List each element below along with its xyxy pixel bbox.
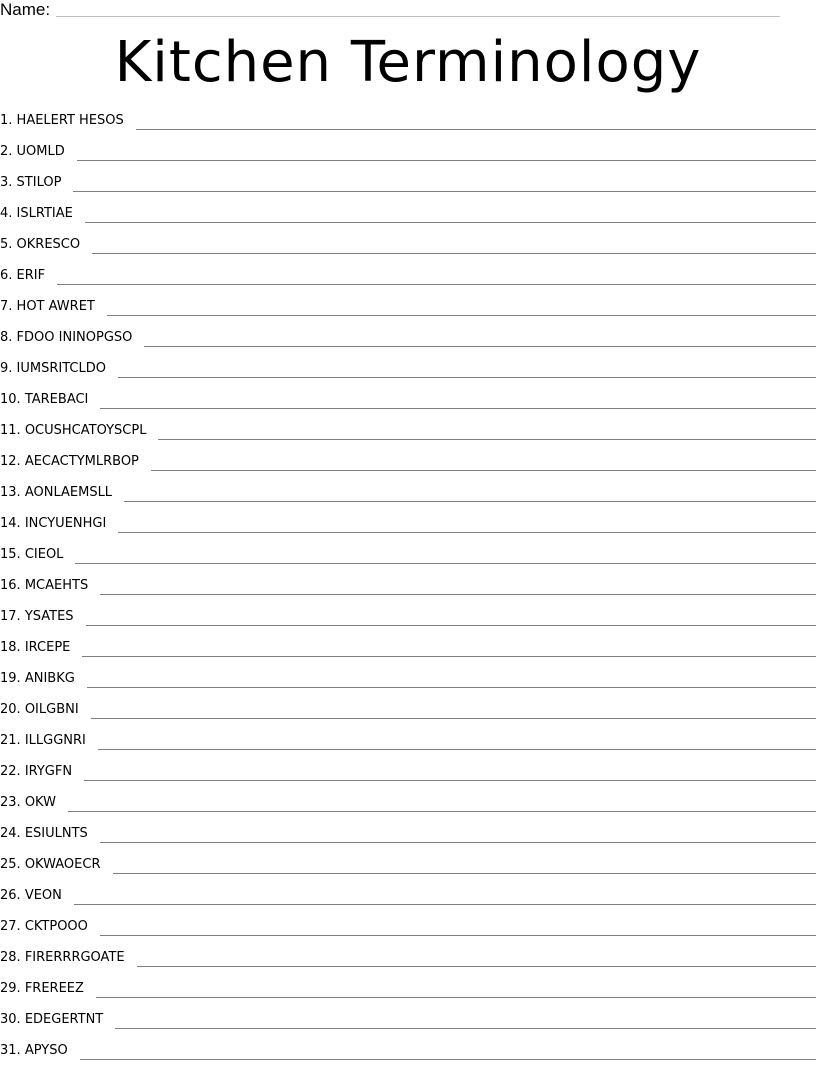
- item-word: FREREEZ: [25, 981, 84, 996]
- item-word: CIEOL: [25, 547, 64, 562]
- scrambled-word: [0, 172, 73, 194]
- name-label: Name:: [0, 0, 50, 20]
- list-item: [0, 792, 816, 823]
- scrambled-word: [0, 234, 92, 256]
- item-number: 9.: [0, 361, 12, 376]
- answer-line[interactable]: [82, 637, 816, 657]
- item-number: 20.: [0, 702, 21, 717]
- scrambled-word: [0, 203, 85, 225]
- item-word: INCYUENHGI: [25, 516, 107, 531]
- list-item: [0, 823, 816, 854]
- list-item: [0, 1009, 816, 1040]
- answer-line[interactable]: [74, 885, 816, 905]
- item-word: ERIF: [17, 268, 46, 283]
- item-number: 12.: [0, 454, 21, 469]
- answer-line[interactable]: [137, 947, 816, 967]
- list-item: [0, 141, 816, 172]
- page-title: Kitchen Terminology: [0, 30, 816, 96]
- item-word: HOT AWRET: [17, 299, 95, 314]
- scramble-word-list: [0, 110, 816, 1071]
- list-item: [0, 482, 816, 513]
- item-number: 26.: [0, 888, 21, 903]
- list-item: [0, 358, 816, 389]
- item-number: 11.: [0, 423, 21, 438]
- list-item: [0, 885, 816, 916]
- item-word: CKTPOOO: [25, 919, 88, 934]
- item-word: ESIULNTS: [25, 826, 88, 841]
- answer-line[interactable]: [92, 234, 816, 254]
- list-item: [0, 265, 816, 296]
- list-item: [0, 916, 816, 947]
- item-word: OKWAOECR: [25, 857, 101, 872]
- list-item: [0, 575, 816, 606]
- item-word: ISLRTIAE: [17, 206, 73, 221]
- list-item: [0, 606, 816, 637]
- item-number: 16.: [0, 578, 21, 593]
- scrambled-word: [0, 575, 100, 597]
- answer-line[interactable]: [118, 513, 816, 533]
- answer-line[interactable]: [100, 823, 816, 843]
- list-item: [0, 544, 816, 575]
- scrambled-word: [0, 141, 77, 163]
- item-word: EDEGERTNT: [25, 1012, 103, 1027]
- list-item: [0, 296, 816, 327]
- scrambled-word: [0, 854, 113, 876]
- item-number: 27.: [0, 919, 21, 934]
- list-item: [0, 172, 816, 203]
- scrambled-word: [0, 792, 68, 814]
- scrambled-word: [0, 482, 124, 504]
- item-word: STILOP: [17, 175, 62, 190]
- list-item: [0, 730, 816, 761]
- list-item: [0, 203, 816, 234]
- item-number: 30.: [0, 1012, 21, 1027]
- item-number: 3.: [0, 175, 12, 190]
- item-number: 22.: [0, 764, 21, 779]
- item-word: OILGBNI: [25, 702, 79, 717]
- item-number: 18.: [0, 640, 21, 655]
- scrambled-word: [0, 606, 86, 628]
- answer-line[interactable]: [100, 916, 816, 936]
- list-item: [0, 699, 816, 730]
- list-item: [0, 513, 816, 544]
- item-number: 1.: [0, 113, 12, 128]
- answer-line[interactable]: [68, 792, 816, 812]
- item-number: 6.: [0, 268, 12, 283]
- item-word: APYSO: [25, 1043, 68, 1058]
- item-number: 17.: [0, 609, 21, 624]
- item-number: 23.: [0, 795, 21, 810]
- scrambled-word: [0, 947, 137, 969]
- scrambled-word: [0, 389, 100, 411]
- answer-line[interactable]: [124, 482, 816, 502]
- scrambled-word: [0, 637, 82, 659]
- scrambled-word: [0, 420, 158, 442]
- item-word: HAELERT HESOS: [17, 113, 124, 128]
- scrambled-word: [0, 296, 107, 318]
- scrambled-word: [0, 823, 100, 845]
- answer-line[interactable]: [151, 451, 816, 471]
- list-item: [0, 451, 816, 482]
- item-number: 13.: [0, 485, 21, 500]
- list-item: [0, 389, 816, 420]
- item-number: 8.: [0, 330, 12, 345]
- item-number: 15.: [0, 547, 21, 562]
- item-word: OKW: [25, 795, 56, 810]
- answer-line[interactable]: [158, 420, 816, 440]
- item-word: TAREBACI: [25, 392, 89, 407]
- scrambled-word: [0, 916, 100, 938]
- list-item: [0, 761, 816, 792]
- answer-line[interactable]: [118, 358, 816, 378]
- scrambled-word: [0, 265, 57, 287]
- list-item: [0, 637, 816, 668]
- item-word: FIRERRRGOATE: [25, 950, 125, 965]
- scrambled-word: [0, 1009, 115, 1031]
- item-word: VEON: [25, 888, 62, 903]
- list-item: [0, 234, 816, 265]
- answer-line[interactable]: [75, 544, 816, 564]
- list-item: [0, 668, 816, 699]
- list-item: [0, 327, 816, 358]
- scrambled-word: [0, 699, 91, 721]
- item-word: YSATES: [25, 609, 74, 624]
- item-word: IRYGFN: [25, 764, 72, 779]
- item-number: 2.: [0, 144, 12, 159]
- item-word: ANIBKG: [25, 671, 75, 686]
- scrambled-word: [0, 110, 136, 132]
- item-number: 21.: [0, 733, 21, 748]
- item-number: 10.: [0, 392, 21, 407]
- list-item: [0, 110, 816, 141]
- item-word: AECACTYMLRBOP: [25, 454, 139, 469]
- answer-line[interactable]: [107, 296, 816, 316]
- answer-line[interactable]: [57, 265, 816, 285]
- scrambled-word: [0, 544, 75, 566]
- item-number: 28.: [0, 950, 21, 965]
- answer-line[interactable]: [115, 1009, 816, 1029]
- answer-line[interactable]: [100, 575, 816, 595]
- item-word: UOMLD: [17, 144, 65, 159]
- scrambled-word: [0, 1040, 80, 1062]
- answer-line[interactable]: [77, 141, 816, 161]
- answer-line[interactable]: [113, 854, 816, 874]
- item-number: 5.: [0, 237, 12, 252]
- name-row: [0, 0, 800, 22]
- list-item: [0, 420, 816, 451]
- item-word: FDOO ININOPGSO: [17, 330, 133, 345]
- list-item: [0, 854, 816, 885]
- item-number: 4.: [0, 206, 12, 221]
- item-number: 25.: [0, 857, 21, 872]
- scrambled-word: [0, 730, 98, 752]
- item-word: OCUSHCATOYSCPL: [25, 423, 147, 438]
- answer-line[interactable]: [84, 761, 816, 781]
- answer-line[interactable]: [80, 1040, 816, 1060]
- answer-line[interactable]: [85, 203, 816, 223]
- scrambled-word: [0, 761, 84, 783]
- item-word: IUMSRITCLDO: [17, 361, 106, 376]
- answer-line[interactable]: [98, 730, 816, 750]
- item-word: ILLGGNRI: [25, 733, 86, 748]
- scrambled-word: [0, 885, 74, 907]
- item-number: 31.: [0, 1043, 21, 1058]
- item-word: OKRESCO: [17, 237, 81, 252]
- item-number: 7.: [0, 299, 12, 314]
- scrambled-word: [0, 358, 118, 380]
- item-word: IRCEPE: [25, 640, 71, 655]
- list-item: [0, 947, 816, 978]
- item-word: AONLAEMSLL: [25, 485, 112, 500]
- name-answer-line[interactable]: [56, 0, 780, 17]
- answer-line[interactable]: [86, 606, 816, 626]
- item-number: 24.: [0, 826, 21, 841]
- answer-line[interactable]: [136, 110, 816, 130]
- answer-line[interactable]: [91, 699, 816, 719]
- item-number: 19.: [0, 671, 21, 686]
- scrambled-word: [0, 513, 118, 535]
- answer-line[interactable]: [96, 978, 816, 998]
- scrambled-word: [0, 978, 96, 1000]
- answer-line[interactable]: [144, 327, 816, 347]
- scrambled-word: [0, 451, 151, 473]
- answer-line[interactable]: [73, 172, 816, 192]
- scrambled-word: [0, 668, 87, 690]
- list-item: [0, 978, 816, 1009]
- answer-line[interactable]: [87, 668, 816, 688]
- item-word: MCAEHTS: [25, 578, 88, 593]
- item-number: 14.: [0, 516, 21, 531]
- item-number: 29.: [0, 981, 21, 996]
- answer-line[interactable]: [100, 389, 816, 409]
- scrambled-word: [0, 327, 144, 349]
